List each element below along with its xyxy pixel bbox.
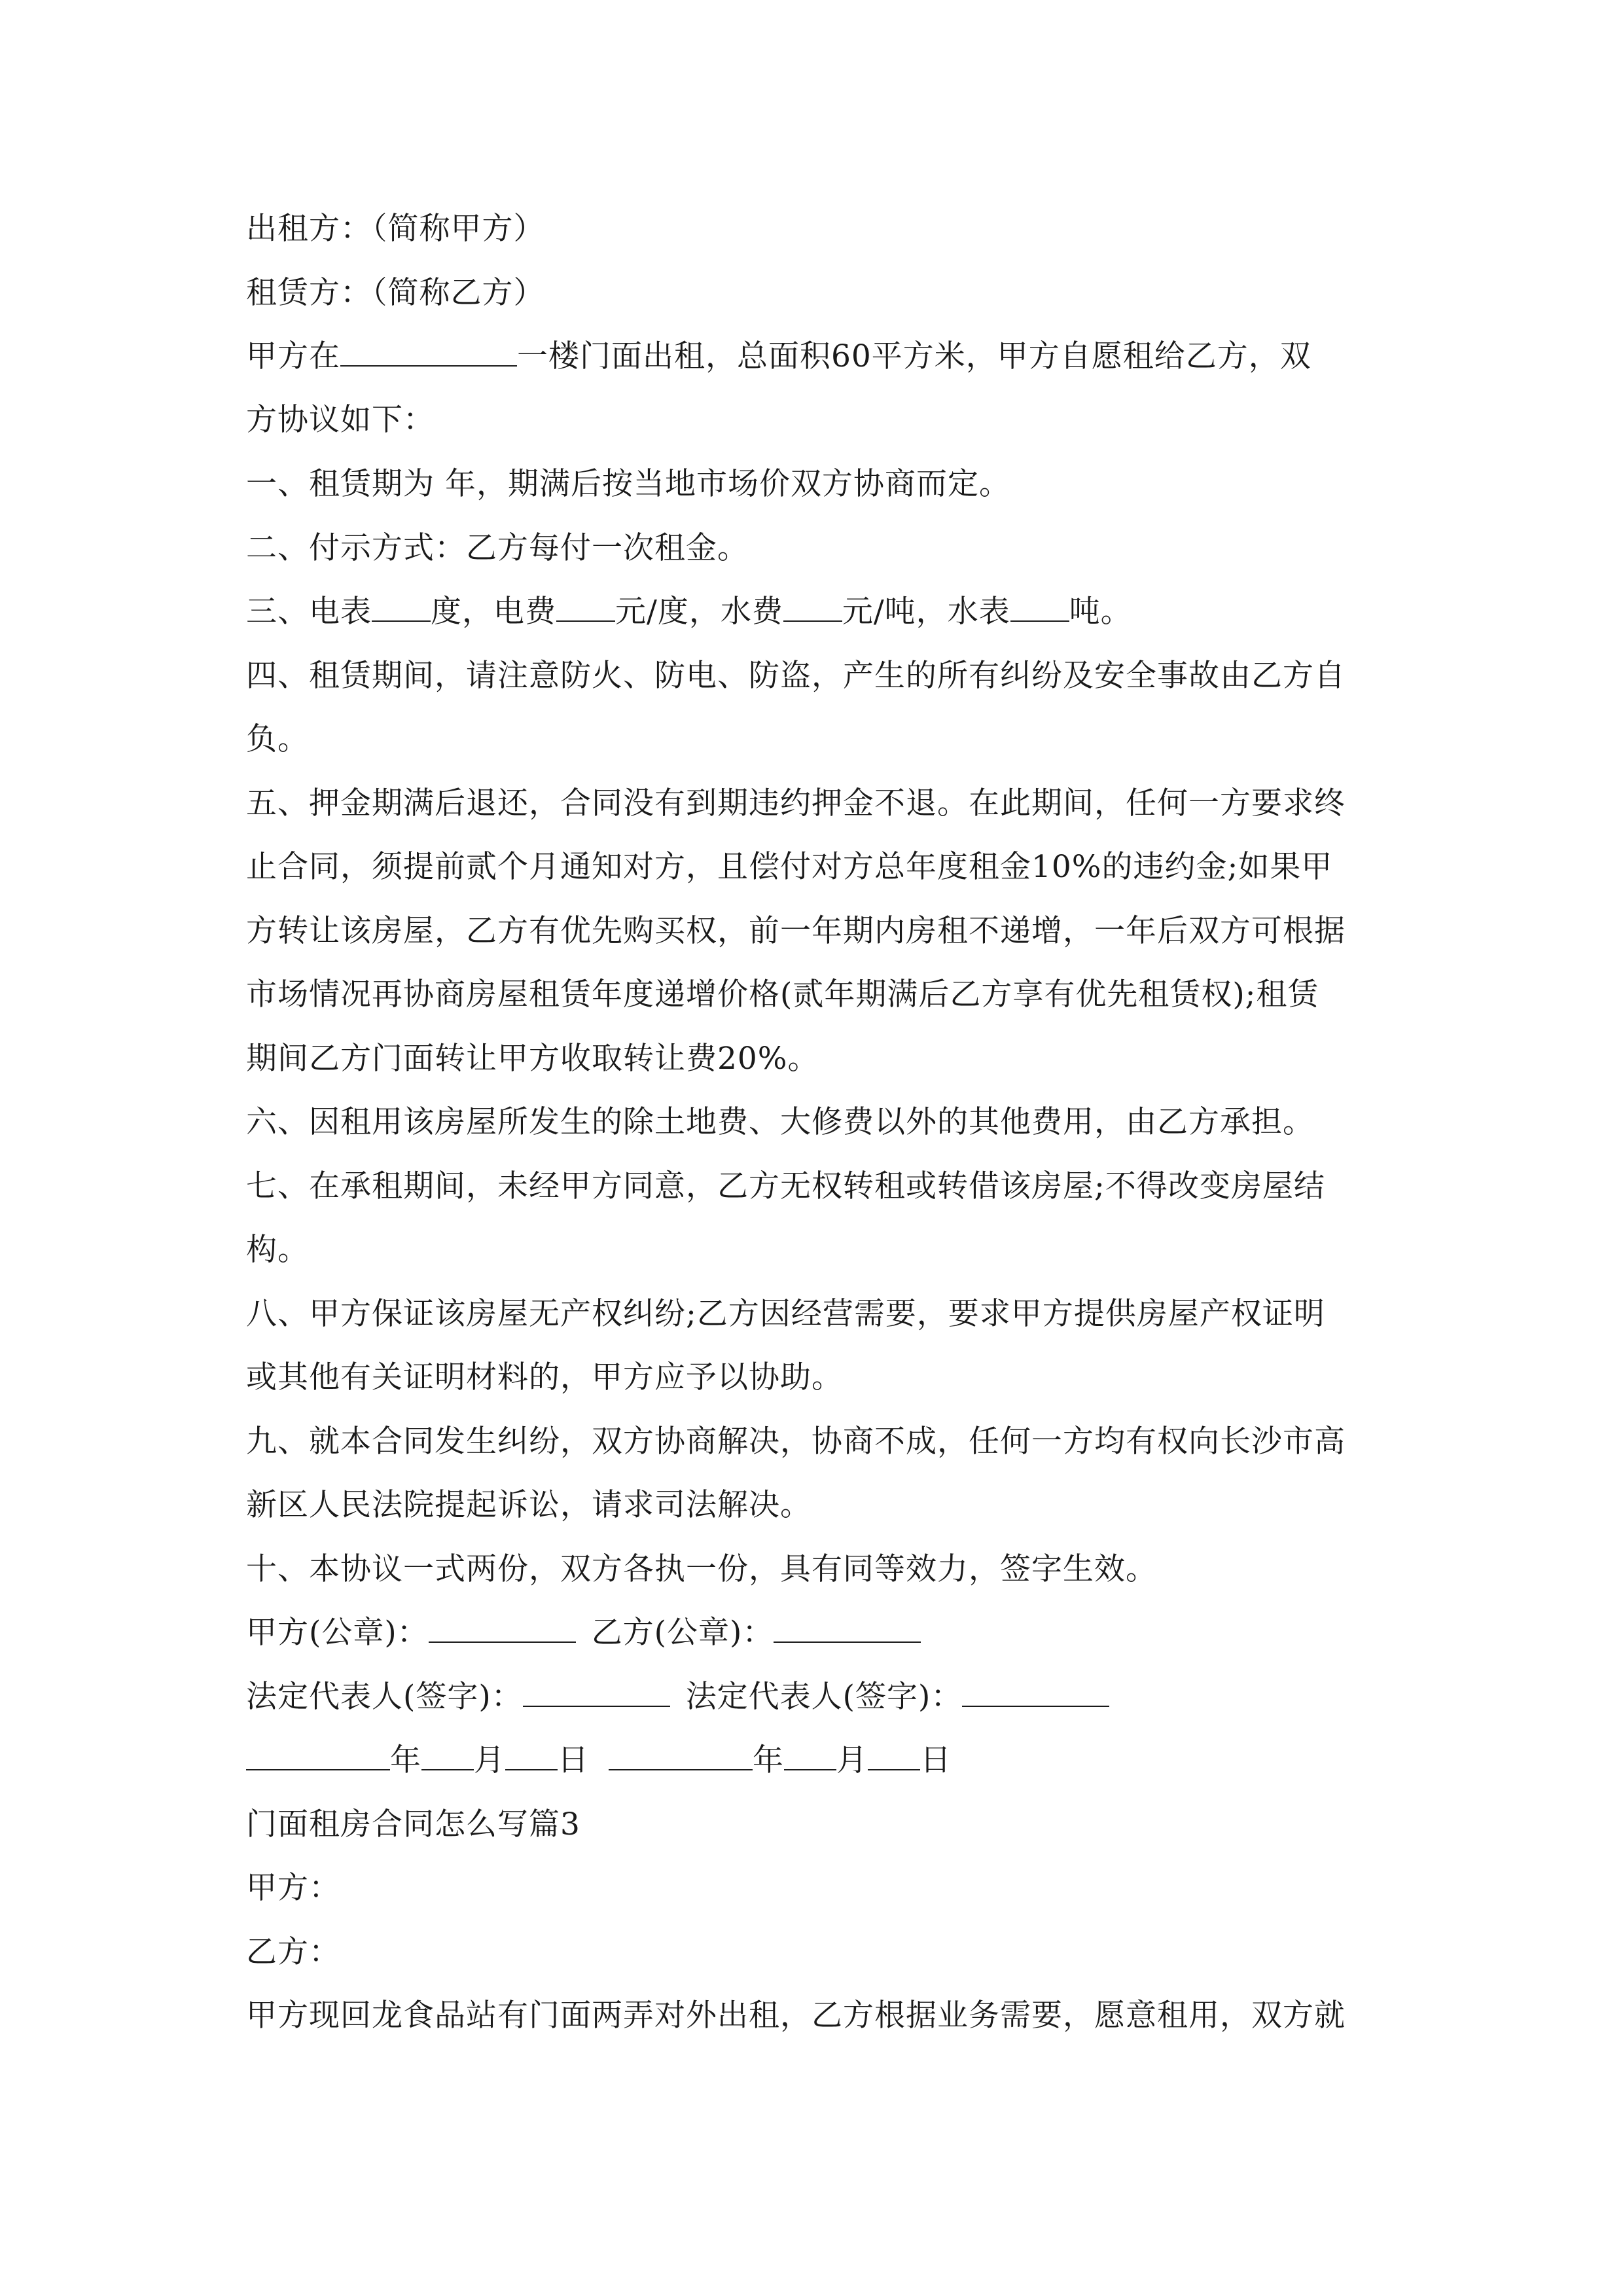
- party-b-day-blank: [868, 1742, 920, 1770]
- clause-3-text-b: 度，电费: [431, 594, 556, 630]
- clause-8-text-b: 或其他有关证明材料的，甲方应予以协助。: [246, 1359, 843, 1395]
- intro-paragraph-text: 甲方现回龙食品站有门面两弄对外出租，乙方根据业务需要，愿意租用，双方就: [246, 1998, 1346, 2034]
- clause-3-text-d: 元/吨，水表: [842, 594, 1010, 630]
- clause-6: [246, 1103, 1314, 1142]
- clause-3-text-c: 元/度，水费: [615, 594, 783, 630]
- party-b-month-label: 月: [836, 1742, 868, 1778]
- clause-4-text-a: 四、租赁期间，请注意防火、防电、防盗，产生的所有纠纷及安全事故由乙方自: [246, 658, 1346, 694]
- clause-8-line-2: [246, 1358, 843, 1397]
- lessor-label: 出租方：（简称甲方）: [246, 211, 545, 247]
- clause-7-line-1: [246, 1167, 1325, 1206]
- lessor-line: [246, 209, 545, 249]
- clause-5-line-1: [246, 784, 1346, 823]
- clause-3-text-e: 吨。: [1069, 594, 1132, 630]
- electricity-fee-blank: [556, 593, 615, 622]
- intro-line-1: [246, 337, 1311, 376]
- party-a-seal-label: 甲方(公章)：: [246, 1615, 429, 1651]
- party-a-year-label: 年: [390, 1742, 421, 1778]
- clause-9-line-1: [246, 1422, 1346, 1462]
- party-b-label: 乙方：: [246, 1934, 340, 1970]
- representative-line: [246, 1677, 1109, 1717]
- party-b-seal-label: 乙方(公章)：: [591, 1615, 774, 1651]
- clause-7-line-2: [246, 1230, 309, 1270]
- clause-5-text-c: 方转让该房屋，乙方有优先购买权，前一年期内房租不递增，一年后双方可根据: [246, 913, 1346, 949]
- clause-8-text-a: 八、甲方保证该房屋无产权纠纷;乙方因经营需要，要求甲方提供房屋产权证明: [246, 1296, 1325, 1332]
- party-a-label: 甲方：: [246, 1870, 340, 1906]
- clause-9-text-a: 九、就本合同发生纠纷，双方协商解决，协商不成，任何一方均有权向长沙市高: [246, 1424, 1346, 1460]
- party-a-representative-label: 法定代表人(签字)：: [246, 1679, 523, 1715]
- clause-5-line-4: [246, 975, 1319, 1014]
- party-a-year-blank: [246, 1742, 390, 1770]
- clause-9-text-b: 新区人民法院提起诉讼，请求司法解决。: [246, 1487, 812, 1523]
- party-b-representative-blank: [962, 1678, 1109, 1707]
- party-a-month-label: 月: [474, 1742, 505, 1778]
- water-meter-blank: [1010, 593, 1069, 622]
- clause-2-text: 二、付示方式：乙方每付一次租金。: [246, 530, 749, 566]
- clause-5-text-e: 期间乙方门面转让甲方收取转让费20%。: [246, 1041, 819, 1077]
- party-a-representative-blank: [523, 1678, 670, 1707]
- intro-line-2: [246, 401, 435, 440]
- party-b-year-label: 年: [753, 1742, 784, 1778]
- seal-line: [246, 1613, 921, 1653]
- clause-4-line-2: [246, 720, 309, 759]
- party-b-month-blank: [784, 1742, 836, 1770]
- party-b-year-blank: [609, 1742, 753, 1770]
- clause-4-line-1: [246, 656, 1346, 696]
- clause-3: [246, 592, 1132, 632]
- clause-3-text-a: 三、电表: [246, 594, 372, 630]
- clause-5-line-5: [246, 1039, 819, 1079]
- water-fee-blank: [783, 593, 842, 622]
- lessee-line: [246, 274, 545, 313]
- party-b-representative-label: 法定代表人(签字)：: [685, 1679, 963, 1715]
- lessee-label: 租赁方：（简称乙方）: [246, 275, 545, 311]
- section-heading: [246, 1805, 580, 1844]
- location-blank: [340, 338, 517, 367]
- clause-5-text-b: 止合同，须提前贰个月通知对方，且偿付对方总年度租金10%的违约金;如果甲: [246, 849, 1333, 885]
- party-a-line: [246, 1869, 340, 1908]
- clause-1: [246, 465, 1010, 504]
- clause-6-text: 六、因租用该房屋所发生的除土地费、大修费以外的其他费用，由乙方承担。: [246, 1104, 1314, 1140]
- clause-8-line-1: [246, 1295, 1325, 1334]
- clause-5-line-3: [246, 912, 1346, 951]
- party-a-day-label: 日: [558, 1742, 589, 1778]
- clause-1-text: 一、租赁期为 年，期满后按当地市场价双方协商而定。: [246, 466, 1010, 502]
- intro-text-b: 一楼门面出租，总面积60平方米，甲方自愿租给乙方，双: [517, 338, 1311, 374]
- party-a-month-blank: [421, 1742, 474, 1770]
- clause-9-line-2: [246, 1486, 812, 1525]
- clause-5-line-2: [246, 848, 1332, 887]
- clause-7-text-b: 构。: [246, 1232, 309, 1268]
- section-heading-text: 门面租房合同怎么写篇3: [246, 1806, 580, 1842]
- clause-10: [246, 1550, 1157, 1589]
- party-a-day-blank: [505, 1742, 558, 1770]
- clause-5-text-d: 市场情况再协商房屋租赁年度递增价格(贰年期满后乙方享有优先租赁权);租赁: [246, 977, 1319, 1013]
- clause-10-text: 十、本协议一式两份，双方各执一份，具有同等效力，签字生效。: [246, 1551, 1157, 1587]
- meter-blank: [372, 593, 431, 622]
- clause-4-text-b: 负。: [246, 721, 309, 757]
- clause-7-text-a: 七、在承租期间，未经甲方同意，乙方无权转租或转借该房屋;不得改变房屋结: [246, 1168, 1325, 1204]
- party-a-seal-blank: [429, 1614, 576, 1643]
- intro-text-c: 方协议如下：: [246, 402, 435, 438]
- intro-paragraph-line: [246, 1996, 1346, 2036]
- party-b-seal-blank: [774, 1614, 921, 1643]
- clause-5-text-a: 五、押金期满后退还，合同没有到期违约押金不退。在此期间，任何一方要求终: [246, 785, 1346, 821]
- party-b-line: [246, 1933, 340, 1972]
- party-b-day-label: 日: [920, 1742, 952, 1778]
- intro-text-a: 甲方在: [246, 338, 340, 374]
- date-line: [246, 1741, 952, 1780]
- clause-2: [246, 529, 749, 568]
